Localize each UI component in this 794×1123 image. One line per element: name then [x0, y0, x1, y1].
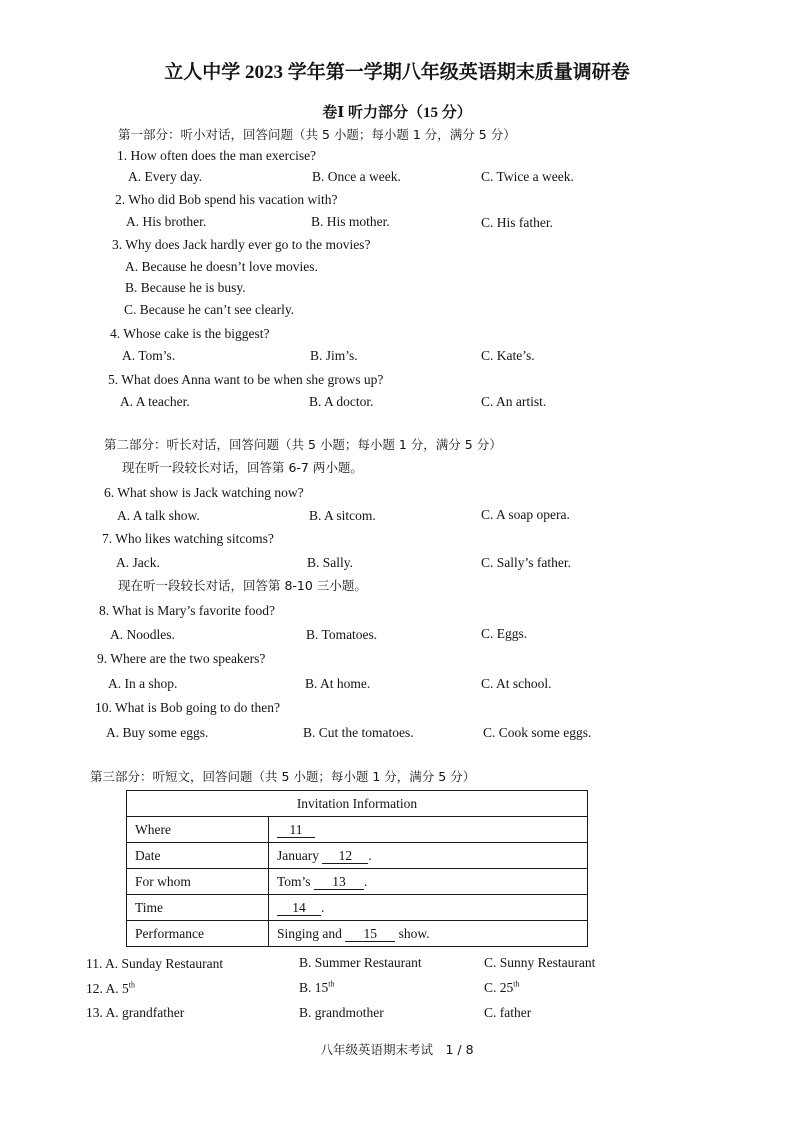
part2-note-1: 现在听一段较长对话，回答第 6-7 两小题。 [122, 460, 363, 475]
question-3: 3. Why does Jack hardly ever go to the movies? [112, 237, 371, 252]
option-6b: B. A sitcom. [309, 508, 376, 523]
option-11c: C. Sunny Restaurant [484, 955, 596, 970]
option-11a: 11. A. Sunday Restaurant [86, 956, 224, 971]
invitation-table [126, 790, 588, 947]
part3-heading: 第三部分：听短文，回答问题（共 5 小题；每小题 1 分，满分 5 分） [90, 769, 476, 784]
option-13b: B. grandmother [299, 1005, 384, 1020]
option-3a: A. Because he doesn’t love movies. [125, 259, 318, 274]
option-5a: A. A teacher. [120, 394, 190, 409]
table-row [127, 791, 588, 817]
ordinal-suffix: th [513, 979, 520, 989]
answer-blank-12: 12 [322, 849, 368, 864]
row-value-performance [269, 921, 588, 947]
row-value-date [269, 843, 588, 869]
option-10b: B. Cut the tomatoes. [303, 725, 414, 740]
option-3b: B. Because he is busy. [125, 280, 246, 295]
question-8: 8. What is Mary’s favorite food? [99, 603, 275, 618]
option-8b: B. Tomatoes. [306, 627, 378, 642]
ordinal-suffix: th [128, 980, 135, 990]
page-title: 立人中学 2023 学年第一学期八年级英语期末质量调研卷 [164, 62, 630, 83]
option-text: C. 25 [484, 980, 514, 995]
option-4c: C. Kate’s. [481, 348, 535, 363]
option-4a: A. Tom’s. [122, 348, 176, 363]
row-label-where: Where [127, 817, 269, 843]
option-text: 12. A. 5 [86, 981, 129, 996]
table-row [127, 921, 588, 947]
option-10a: A. Buy some eggs. [106, 725, 209, 740]
option-12a [86, 981, 135, 997]
value-suffix: show. [395, 925, 430, 941]
part2-note-2: 现在听一段较长对话，回答第 8-10 三小题。 [118, 578, 367, 593]
value-suffix: . [368, 847, 372, 863]
row-value-time [269, 895, 588, 921]
option-13a: 13. A. grandfather [86, 1005, 185, 1020]
ordinal-suffix: th [328, 979, 335, 989]
row-label-date: Date [127, 843, 269, 869]
table-row [127, 817, 588, 843]
question-6: 6. What show is Jack watching now? [104, 485, 304, 500]
answer-blank-14: 14 [277, 901, 321, 916]
option-9c: C. At school. [481, 676, 552, 691]
option-8c: C. Eggs. [481, 626, 528, 641]
part1-heading: 第一部分：听小对话，回答问题（共 5 小题；每小题 1 分，满分 5 分） [118, 127, 516, 142]
section-title: 卷Ⅰ 听力部分（15 分） [322, 105, 472, 121]
value-prefix: Singing and [277, 925, 346, 941]
option-5c: C. An artist. [481, 394, 547, 409]
row-value-where [269, 817, 588, 843]
question-7: 7. Who likes watching sitcoms? [102, 531, 274, 546]
option-8a: A. Noodles. [110, 627, 175, 642]
question-9: 9. Where are the two speakers? [97, 651, 266, 666]
option-7a: A. Jack. [116, 555, 160, 570]
question-4: 4. Whose cake is the biggest? [110, 326, 270, 341]
value-suffix: . [321, 899, 325, 915]
option-5b: B. A doctor. [309, 394, 374, 409]
answer-blank-15: 15 [345, 927, 395, 942]
option-7c: C. Sally’s father. [481, 555, 571, 570]
table-row [127, 869, 588, 895]
option-9a: A. In a shop. [108, 676, 178, 691]
row-label-for-whom: For whom [127, 869, 269, 895]
option-9b: B. At home. [305, 676, 371, 691]
option-6c: C. A soap opera. [481, 507, 570, 522]
option-2a: A. His brother. [126, 214, 207, 229]
option-2c: C. His father. [481, 215, 553, 230]
question-1: 1. How often does the man exercise? [117, 148, 317, 163]
table-header: Invitation Information [127, 791, 588, 817]
answer-blank-11: 11 [277, 823, 315, 838]
option-2b: B. His mother. [311, 214, 390, 229]
option-6a: A. A talk show. [117, 508, 200, 523]
answer-blank-13: 13 [314, 875, 364, 890]
row-label-time: Time [127, 895, 269, 921]
question-2: 2. Who did Bob spend his vacation with? [115, 192, 338, 207]
option-4b: B. Jim’s. [310, 348, 358, 363]
option-text: B. 15 [299, 980, 329, 995]
option-13c: C. father [484, 1005, 532, 1020]
option-1b: B. Once a week. [312, 169, 401, 184]
question-10: 10. What is Bob going to do then? [95, 700, 280, 715]
value-suffix: . [363, 873, 368, 889]
row-value-for-whom [269, 869, 588, 895]
table-row [127, 895, 588, 921]
option-11b: B. Summer Restaurant [299, 955, 422, 970]
option-12b [299, 980, 335, 996]
option-10c: C. Cook some eggs. [483, 725, 592, 740]
value-prefix: January [277, 847, 323, 863]
page-footer: 八年级英语期末考试 1 / 8 [320, 1042, 474, 1057]
row-label-performance: Performance [127, 921, 269, 947]
option-3c: C. Because he can’t see clearly. [124, 302, 295, 317]
value-prefix: Tom’s [277, 873, 314, 889]
table-row [127, 843, 588, 869]
part2-heading: 第二部分：听长对话，回答问题（共 5 小题；每小题 1 分，满分 5 分） [104, 437, 502, 452]
option-1c: C. Twice a week. [481, 169, 574, 184]
option-1a: A. Every day. [128, 169, 203, 184]
question-5: 5. What does Anna want to be when she grows up? [108, 372, 384, 387]
option-12c [484, 980, 520, 996]
option-7b: B. Sally. [307, 555, 354, 570]
